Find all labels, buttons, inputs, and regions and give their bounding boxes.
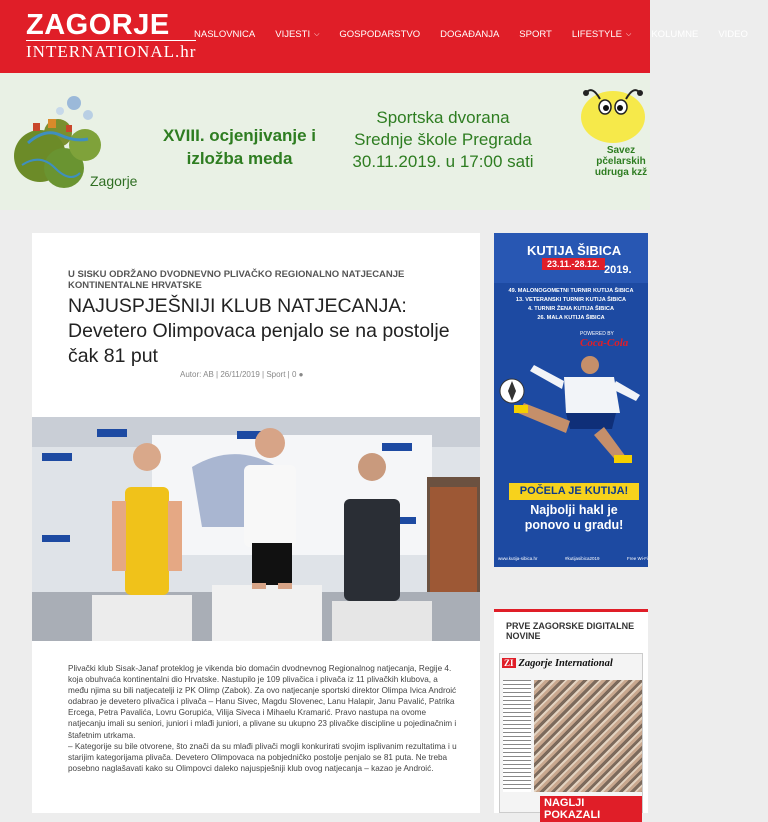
newspaper-cover[interactable] [499,653,643,821]
banner-title: XVIII. ocjenjivanje i izložba meda [162,126,317,168]
logo-sub-text: INTERNATIONAL.hr [26,42,197,61]
article-body [68,663,458,774]
banner-venue [343,107,543,173]
article-kicker: U SISKU ODRŽANO DVODNEVNO PLIVAČKO REGIONALNO NATJECANJE KONTINENTALNE HRVATSKE [68,269,405,291]
nav-item-label: SPORT [519,29,552,40]
event-date: 30.11.2019. u 17:00 sati [352,152,534,171]
football-player-icon [494,351,648,471]
ad-event: 13. VETERANSKI TURNIR KUTIJA ŠIBICA [515,297,627,303]
sponsor-logo: Coca-Cola [580,337,629,349]
article-date: 26/11/2019 [220,370,260,379]
honey-fair-banner[interactable] [0,73,650,210]
ad-event: 49. MALONOGOMETNI TURNIR KUTIJA ŠIBICA [508,288,634,294]
venue-line: Sportska dvorana [376,108,510,127]
zagorje-region-logo-icon [0,73,150,210]
nav-item-label: KOLUMNE [651,29,699,40]
ad-dates: 23.11.-28.12. [542,258,605,270]
nav-item-kolumne[interactable] [651,29,698,40]
nav-item-label: GOSPODARSTVO [339,29,421,40]
chevron-down-icon: ⌵ [314,30,320,38]
venue-line: Srednje škole Pregrada [354,130,532,149]
nav-item-dogadjanja[interactable] [440,29,499,40]
ad-event: 4. TURNIR ŽENA KUTIJA ŠIBICA [528,306,614,312]
article-paragraph: Plivački klub Sisak-Janaf proteklog je vikenda bio domaćin dvodnevnog Regionalnog natjecanja, Regije 4. koja obuhvaća kontinentalni dio Hrvatske. Nastupilo je 109 plivačica i plivača iz 11 plivačkih klubova, a među njima su bili natjecatelji iz PK Olimp (Zabok). Za ovo natjecanje sportski direktor Olimpa Ivica Androić odabrao je devetero plivačica i plivača – Hanu Sivec, Magdu Slovenec, Lanu Halapir, Janu Pavalić, Patrika Ercega, Petra Pavalića, Lovru Gorupića, Vilija Siveca i Mihaelu Kramarić. Pravo nastupa na ovome natjecanju imali su seniori, juniori i mlađi juniori, a plivane su ukupno 23 plivačke discipline u pojedinačnim i štafetnim utrkama. [68,664,457,740]
article-headline: NAJUSPJEŠNIJI KLUB NATJECANJA: Devetero Olimpovaca penjalo se na postolje čak 81 put [68,295,450,367]
main-nav [194,29,768,40]
widget-heading: PRVE ZAGORSKE DIGITALNE NOVINE [506,621,635,641]
nav-item-label: LIFESTYLE [571,29,623,40]
beekeepers-association-label: Savez pčelarskih udruga kzž [594,145,648,178]
ad-wifi: Free Wi-Fi [626,556,648,561]
nav-item-label: NASLOVNICA [194,29,256,40]
nav-item-naslovnica[interactable] [194,29,255,40]
newspaper-cover-headline: NAGLJI POKAZALI [540,796,642,822]
newspaper-badge: ZI [504,658,514,668]
ad-site-link: www.kutija-sibica.hr [498,556,538,561]
nav-item-sport[interactable] [519,29,552,40]
kutija-sibica-ad[interactable] [494,233,648,567]
chevron-down-icon: ⌵ [626,30,632,38]
logo-main-text: ZAGORJE [26,9,170,41]
ad-event-list [498,287,644,323]
article-card [32,233,480,813]
ad-hashtag: #kutijasibica2019 [564,556,600,561]
bee-icon [578,75,648,145]
ad-title: KUTIJA ŠIBICA [527,243,622,258]
ad-slogan: Najbolji hakl je ponovo u gradu! [524,503,624,532]
comment-count[interactable]: 0 [291,370,297,379]
ad-event: 26. MALA KUTIJA ŠIBICA [537,315,605,321]
comment-bubble-icon: ● [298,370,304,379]
nav-item-vijesti[interactable] [275,29,319,40]
newspaper-title: Zagorje International [518,658,613,669]
article-category[interactable]: Sport [266,370,286,379]
nav-item-video[interactable] [718,29,748,40]
nav-item-label: VIDEO [718,29,748,40]
article-meta: Autor: AB | 26/11/2019 | Sport | 0 ● [180,370,304,379]
digital-newspaper-widget [494,609,648,821]
zagorje-label: Zagorje [90,173,138,189]
ad-footer [498,556,648,561]
ad-powered-by: POWERED BY [580,331,614,337]
article-paragraph: – Kategorije su bile otvorene, što znači da su mlađi plivači mogli konkurirati svojim isplivanim rezultatima i u starijim kategorijama plivača. Devetero Olimpovaca na pobjedničko postolje penjalo se 81 puta. Ne treba posebno naglašavati kako su Olimpovci daleko najuspješniji klub ovog natjecanja – kazao je Androić. [68,741,457,773]
nav-item-gospodarstvo[interactable] [339,29,420,40]
nav-item-label: VIJESTI [275,29,311,40]
ad-cta: POČELA JE KUTIJA! [509,483,639,500]
newspaper-masthead [502,658,642,669]
article-author[interactable]: Autor: AB [180,370,214,379]
nav-item-label: DOGAĐANJA [440,29,500,40]
article-photo[interactable] [32,417,480,641]
newspaper-columns [503,680,531,792]
site-logo[interactable] [26,11,196,61]
ad-year: 2019. [604,264,632,276]
newspaper-cover-photo [534,680,642,792]
site-header [0,0,748,73]
nav-item-lifestyle[interactable] [572,29,631,40]
